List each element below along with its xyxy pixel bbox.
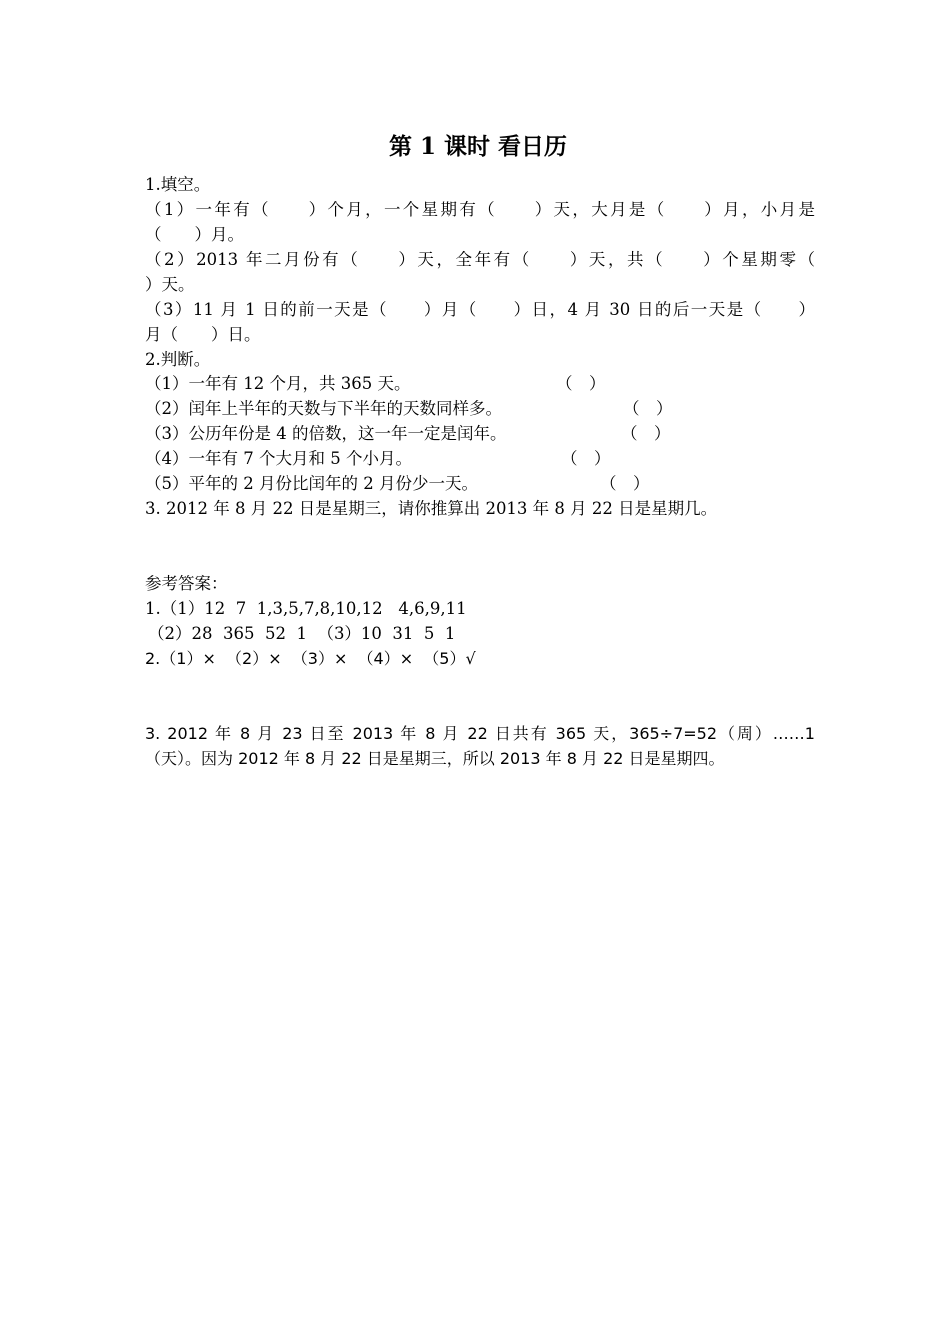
q1-item2-line2: ）天。	[145, 275, 195, 294]
q2-item-answer-blank: （ ）	[556, 374, 606, 393]
answer-3-line2: （天）。因为 2012 年 8 月 22 日是星期三，所以 2013 年 8 月 22 日是星期四。	[145, 749, 725, 768]
q2-item-text: （3）公历年份是 4 的倍数，这一年一定是闰年。	[145, 424, 507, 443]
page-title: 第 1 课时 看日历	[388, 133, 568, 160]
q1-item2-line1: （2）2013 年二月份有（ ）天，全年有（ ）天，共（ ）个星期零（	[145, 250, 815, 269]
q1-item1-line2: （ ）月。	[145, 225, 244, 244]
q2-item-answer-blank: （ ）	[623, 399, 673, 418]
q3-text: 3. 2012 年 8 月 22 日是星期三，请你推算出 2013 年 8 月 22 日是星期几。	[145, 499, 718, 518]
q2-item-answer-blank: （ ）	[621, 424, 671, 443]
answer-2: 2.（1）× （2）× （3）× （4）× （5）√	[145, 649, 476, 668]
q1-item3-line2: 月（ ）日。	[145, 325, 261, 344]
q1-item3-line1: （3）11 月 1 日的前一天是（ ）月（ ）日，4 月 30 日的后一天是（ ）	[145, 300, 815, 319]
answer-1-line1: 1.（1）12 7 1,3,5,7,8,10,12 4,6,9,11	[145, 599, 467, 618]
q1-heading: 1.填空。	[145, 175, 211, 194]
q2-item-text: （5）平年的 2 月份比闰年的 2 月份少一天。	[145, 474, 478, 493]
q2-item-answer-blank: （ ）	[600, 474, 650, 493]
q2-item-answer-blank: （ ）	[561, 449, 611, 468]
answers-heading: 参考答案：	[145, 574, 228, 593]
answer-1-line2: （2）28 365 52 1 （3）10 31 5 1	[148, 624, 456, 643]
q2-item-text: （1）一年有 12 个月，共 365 天。	[145, 374, 411, 393]
q2-heading: 2.判断。	[145, 350, 211, 369]
q2-item-text: （4）一年有 7 个大月和 5 个小月。	[145, 449, 412, 468]
q2-item-text: （2）闰年上半年的天数与下半年的天数同样多。	[145, 399, 502, 418]
answer-3-line1: 3. 2012 年 8 月 23 日至 2013 年 8 月 22 日共有 365 天，365÷7=52（周）……1	[145, 724, 815, 743]
q1-item1-line1: （1）一年有（ ）个月，一个星期有（ ）天，大月是（ ）月，小月是	[145, 200, 815, 219]
